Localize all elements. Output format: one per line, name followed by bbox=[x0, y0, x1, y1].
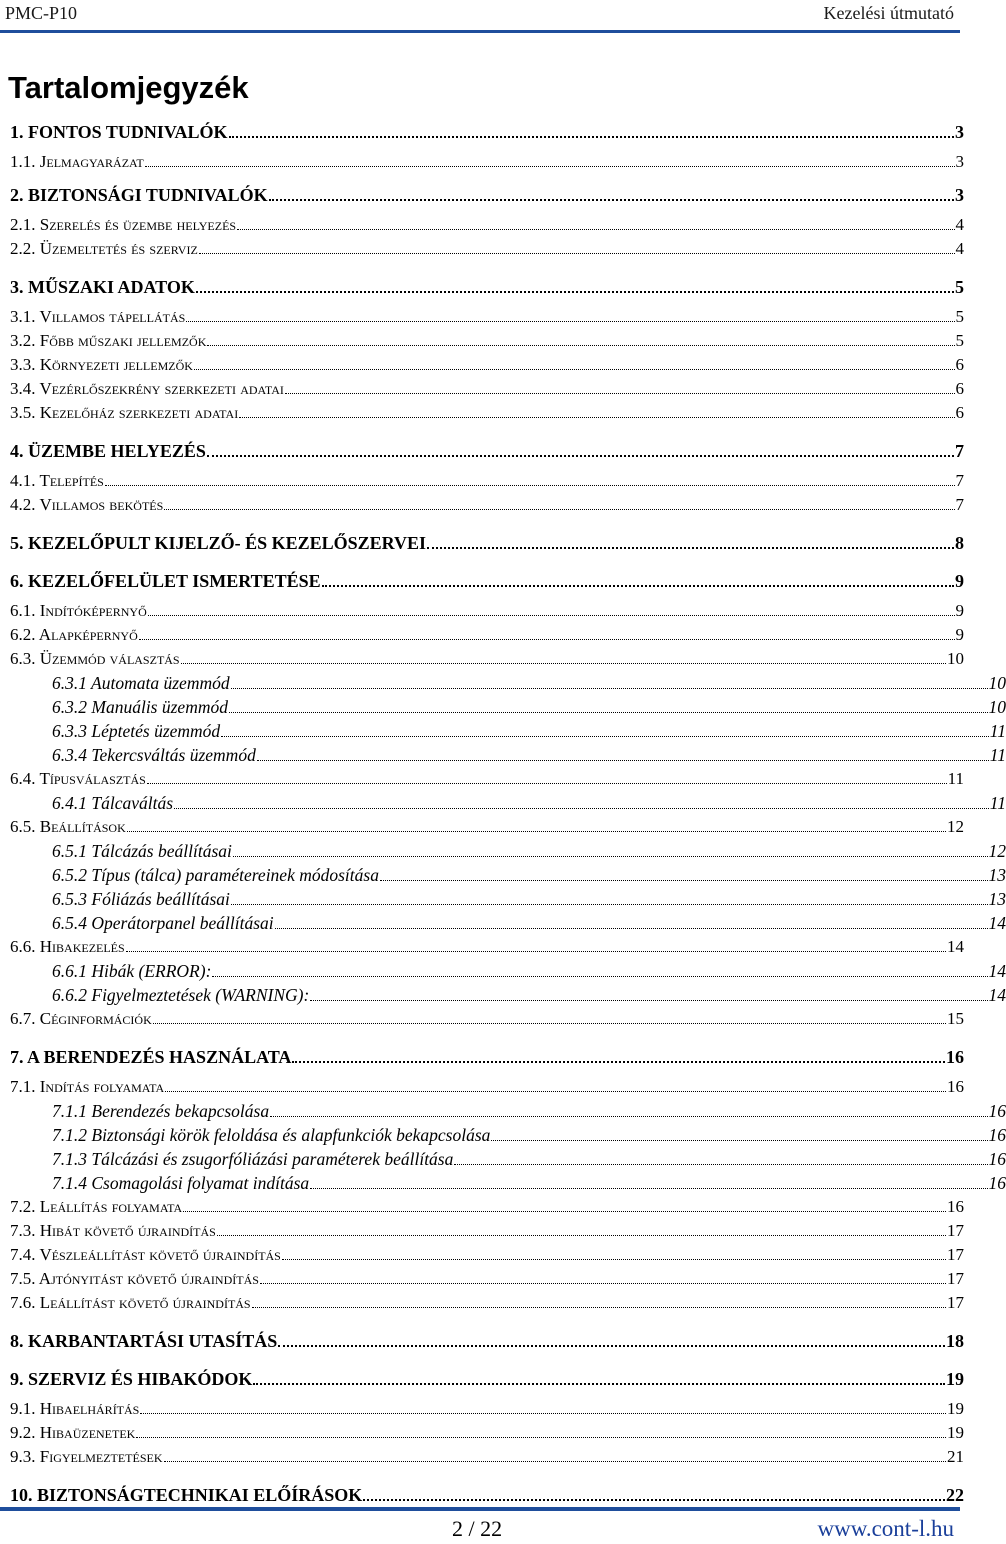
toc-entry[interactable] bbox=[0, 331, 964, 351]
toc-entry[interactable] bbox=[0, 793, 1006, 814]
toc-entry-label: 3.1. Villamos tápellátás bbox=[10, 307, 186, 326]
toc-entry-label: 8. KARBANTARTÁSI UTASÍTÁS bbox=[10, 1331, 278, 1351]
toc-dot-leader bbox=[139, 639, 955, 640]
toc-dot-leader bbox=[231, 688, 988, 689]
toc-dot-leader bbox=[257, 760, 989, 761]
toc-entry[interactable] bbox=[0, 122, 964, 143]
toc-entry[interactable] bbox=[0, 379, 964, 399]
toc-entry[interactable] bbox=[0, 152, 964, 172]
toc-entry-label: 6.4.1 Tálcaváltás bbox=[52, 793, 174, 813]
toc-entry-label: 7.1. Indítás folyamata bbox=[10, 1077, 165, 1096]
toc-entry-label: 3. MŰSZAKI ADATOK bbox=[10, 277, 195, 297]
toc-entry-label: 2. BIZTONSÁGI TUDNIVALÓK bbox=[10, 185, 268, 205]
toc-entry-label: 4.1. Telepítés bbox=[10, 471, 104, 490]
toc-entry-page: 15 bbox=[947, 1009, 964, 1028]
toc-dot-leader bbox=[164, 1461, 946, 1462]
toc-entry-label: 7.1.1 Berendezés bekapcsolása bbox=[52, 1101, 270, 1121]
toc-entry-label: 6.7. Céginformációk bbox=[10, 1009, 152, 1028]
toc-dot-leader bbox=[105, 485, 955, 486]
toc-entry-label: 6.5.4 Operátorpanel beállításai bbox=[52, 913, 274, 933]
toc-dot-leader bbox=[174, 808, 989, 809]
toc-entry[interactable] bbox=[0, 673, 1006, 694]
toc-entry-page: 7 bbox=[955, 471, 964, 490]
toc-entry-page: 6 bbox=[955, 355, 964, 374]
toc-entry-label: 9.2. Hibaüzenetek bbox=[10, 1423, 136, 1442]
toc-dot-leader bbox=[194, 369, 955, 370]
toc-dot-leader bbox=[153, 1023, 946, 1024]
toc-entry[interactable] bbox=[0, 961, 1006, 982]
toc-entry-page: 3 bbox=[955, 185, 964, 205]
toc-entry-page: 7 bbox=[955, 441, 964, 461]
toc-entry-label: 3.5. Kezelőház szerkezeti adatai bbox=[10, 403, 239, 422]
toc-entry-page: 9 bbox=[955, 601, 964, 620]
toc-entry-page: 12 bbox=[947, 817, 964, 836]
toc-entry[interactable] bbox=[0, 1369, 964, 1390]
toc-dot-leader bbox=[252, 1307, 946, 1308]
toc-entry[interactable] bbox=[0, 1245, 964, 1265]
toc-entry-page: 16 bbox=[988, 1149, 1006, 1169]
toc-dot-leader bbox=[380, 880, 988, 881]
toc-entry[interactable] bbox=[0, 745, 1006, 766]
toc-entry[interactable] bbox=[0, 721, 1006, 742]
toc-entry[interactable] bbox=[0, 277, 964, 298]
toc-entry-label: 4.2. Villamos bekötés bbox=[10, 495, 164, 514]
toc-entry-page: 18 bbox=[946, 1331, 964, 1351]
toc-entry[interactable] bbox=[0, 937, 964, 957]
toc-entry-page: 11 bbox=[989, 793, 1006, 813]
toc-entry-page: 12 bbox=[988, 841, 1006, 861]
toc-entry-page: 4 bbox=[955, 215, 964, 234]
toc-entry-label: 6.3. Üzemmód választás bbox=[10, 649, 180, 668]
toc-entry-label: 7.6. Leállítást követő újraindítás bbox=[10, 1293, 251, 1312]
toc-entry-page: 10 bbox=[988, 697, 1006, 717]
toc-dot-leader bbox=[136, 1437, 946, 1438]
toc-entry-page: 13 bbox=[988, 865, 1006, 885]
toc-dot-leader bbox=[183, 1211, 946, 1212]
toc-entry-page: 16 bbox=[988, 1101, 1006, 1121]
toc-dot-leader bbox=[233, 856, 988, 857]
toc-entry[interactable] bbox=[0, 1399, 964, 1419]
toc-entry-label: 6.6.2 Figyelmeztetések (WARNING): bbox=[52, 985, 310, 1005]
toc-entry[interactable] bbox=[0, 1125, 1006, 1146]
toc-dot-leader bbox=[454, 1164, 987, 1165]
toc-dot-leader bbox=[229, 136, 954, 138]
toc-entry-page: 10 bbox=[988, 673, 1006, 693]
toc-entry[interactable] bbox=[0, 215, 964, 235]
toc-entry[interactable] bbox=[0, 1047, 964, 1068]
toc-entry[interactable] bbox=[0, 441, 964, 462]
toc-entry[interactable] bbox=[0, 1173, 1006, 1194]
toc-dot-leader bbox=[140, 1413, 946, 1414]
toc-entry-label: 6.4. Típusválasztás bbox=[10, 769, 146, 788]
footer-divider bbox=[0, 1507, 960, 1511]
toc-entry[interactable] bbox=[0, 1149, 1006, 1170]
toc-entry[interactable] bbox=[0, 985, 1006, 1006]
toc-entry[interactable] bbox=[0, 1485, 964, 1506]
toc-dot-leader bbox=[196, 291, 954, 293]
toc-entry[interactable] bbox=[0, 1101, 1006, 1122]
toc-entry-label: 6.3.3 Léptetés üzemmód bbox=[52, 721, 221, 741]
toc-entry[interactable] bbox=[0, 1077, 964, 1097]
toc-entry-label: 6.3.4 Tekercsváltás üzemmód bbox=[52, 745, 256, 765]
toc-entry[interactable] bbox=[0, 601, 964, 621]
toc-entry-page: 16 bbox=[947, 1077, 964, 1096]
toc-entry-label: 6.6.1 Hibák (ERROR): bbox=[52, 961, 212, 981]
toc-entry-page: 17 bbox=[947, 1245, 964, 1264]
toc-dot-leader bbox=[427, 547, 954, 549]
toc-entry[interactable] bbox=[0, 1423, 964, 1443]
toc-entry[interactable] bbox=[0, 533, 964, 554]
toc-dot-leader bbox=[231, 904, 988, 905]
toc-entry-page: 5 bbox=[955, 277, 964, 297]
toc-entry-label: 10. BIZTONSÁGTECHNIKAI ELŐÍRÁSOK bbox=[10, 1485, 363, 1505]
header-document-title: Kezelési útmutató bbox=[823, 3, 954, 23]
toc-entry[interactable] bbox=[0, 1197, 964, 1217]
toc-entry-label: 6.5.3 Fóliázás beállításai bbox=[52, 889, 230, 909]
toc-dot-leader bbox=[229, 712, 988, 713]
toc-dot-leader bbox=[275, 928, 988, 929]
toc-entry-page: 4 bbox=[955, 239, 964, 258]
toc-entry-page: 17 bbox=[947, 1269, 964, 1288]
toc-entry[interactable] bbox=[0, 865, 1006, 886]
toc-entry[interactable] bbox=[0, 495, 964, 515]
toc-dot-leader bbox=[239, 417, 954, 418]
toc-dot-leader bbox=[147, 783, 947, 784]
toc-dot-leader bbox=[148, 615, 955, 616]
toc-dot-leader bbox=[253, 1383, 945, 1385]
toc-dot-leader bbox=[217, 1235, 946, 1236]
toc-entry-page: 19 bbox=[947, 1423, 964, 1442]
toc-dot-leader bbox=[322, 585, 954, 587]
toc-entry-label: 7.2. Leállítás folyamata bbox=[10, 1197, 183, 1216]
toc-entry-page: 3 bbox=[955, 152, 964, 171]
toc-entry-page: 14 bbox=[988, 961, 1006, 981]
header-product-name: PMC-P10 bbox=[5, 3, 78, 23]
toc-dot-leader bbox=[270, 1116, 987, 1117]
toc-entry[interactable] bbox=[0, 571, 964, 592]
toc-entry[interactable] bbox=[0, 1269, 964, 1289]
toc-entry-label: 6.5.2 Típus (tálca) paramétereinek módosítása bbox=[52, 865, 379, 885]
toc-entry[interactable] bbox=[0, 239, 964, 259]
toc-entry[interactable] bbox=[0, 697, 1006, 718]
toc-dot-leader bbox=[491, 1140, 987, 1141]
toc-entry-label: 5. KEZELŐPULT KIJELZŐ- ÉS KEZELŐSZERVEI bbox=[10, 533, 427, 553]
toc-entry[interactable] bbox=[0, 185, 964, 206]
toc-entry-label: 6. KEZELŐFELÜLET ISMERTETÉSE bbox=[10, 571, 321, 591]
toc-entry-label: 7.1.3 Tálcázási és zsugorfóliázási paraméterek beállítása bbox=[52, 1149, 454, 1169]
toc-dot-leader bbox=[145, 166, 955, 167]
toc-entry-label: 1.1. Jelmagyarázat bbox=[10, 152, 144, 171]
toc-dot-leader bbox=[292, 1061, 945, 1063]
toc-dot-leader bbox=[199, 253, 955, 254]
toc-dot-leader bbox=[237, 229, 954, 230]
toc-entry-page: 22 bbox=[946, 1485, 964, 1505]
toc-entry-label: 3.3. Környezeti jellemzők bbox=[10, 355, 193, 374]
toc-dot-leader bbox=[285, 393, 955, 394]
toc-entry-page: 5 bbox=[955, 307, 964, 326]
toc-entry-label: 7.1.2 Biztonsági körök feloldása és alapfunkciók bekapcsolása bbox=[52, 1125, 491, 1145]
toc-entry-page: 11 bbox=[989, 745, 1006, 765]
toc-dot-leader bbox=[207, 345, 954, 346]
toc-entry-page: 5 bbox=[955, 331, 964, 350]
toc-dot-leader bbox=[126, 951, 946, 952]
toc-entry-page: 16 bbox=[946, 1047, 964, 1067]
toc-entry-page: 13 bbox=[988, 889, 1006, 909]
toc-entry-label: 9.3. Figyelmeztetések bbox=[10, 1447, 163, 1466]
toc-entry-label: 6.3.2 Manuális üzemmód bbox=[52, 697, 228, 717]
toc-entry-page: 16 bbox=[947, 1197, 964, 1216]
toc-entry-page: 16 bbox=[988, 1173, 1006, 1193]
toc-entry-page: 14 bbox=[947, 937, 964, 956]
toc-entry[interactable] bbox=[0, 1331, 964, 1352]
toc-entry[interactable] bbox=[0, 913, 1006, 934]
toc-entry-page: 14 bbox=[988, 985, 1006, 1005]
toc-dot-leader bbox=[212, 976, 987, 977]
toc-entry-label: 6.5.1 Tálcázás beállításai bbox=[52, 841, 232, 861]
toc-entry[interactable] bbox=[0, 471, 964, 491]
toc-dot-leader bbox=[186, 321, 954, 322]
toc-entry[interactable] bbox=[0, 1009, 964, 1029]
toc-entry-label: 1. FONTOS TUDNIVALÓK bbox=[10, 122, 228, 142]
toc-entry-page: 17 bbox=[947, 1221, 964, 1240]
website-link[interactable]: www.cont-l.hu bbox=[817, 1516, 954, 1541]
toc-dot-leader bbox=[207, 455, 954, 457]
toc-entry-label: 3.4. Vezérlőszekrény szerkezeti adatai bbox=[10, 379, 284, 398]
page-number: 2 / 22 bbox=[452, 1516, 503, 1541]
toc-entry-label: 2.1. Szerelés és üzembe helyezés bbox=[10, 215, 237, 234]
toc-entry[interactable] bbox=[0, 817, 964, 837]
toc-entry-label: 7.1.4 Csomagolási folyamat indítása bbox=[52, 1173, 310, 1193]
toc-entry-page: 17 bbox=[947, 1293, 964, 1312]
toc-dot-leader bbox=[278, 1345, 945, 1347]
toc-entry[interactable] bbox=[0, 307, 964, 327]
toc-entry[interactable] bbox=[0, 841, 1006, 862]
toc-entry-label: 3.2. Főbb műszaki jellemzők bbox=[10, 331, 207, 350]
toc-entry-label: 7.3. Hibát követő újraindítás bbox=[10, 1221, 216, 1240]
toc-entry-page: 9 bbox=[955, 625, 964, 644]
toc-entry-label: 4. ÜZEMBE HELYEZÉS bbox=[10, 441, 206, 461]
toc-dot-leader bbox=[181, 663, 946, 664]
toc-dot-leader bbox=[310, 1000, 987, 1001]
toc-entry[interactable] bbox=[0, 1447, 964, 1467]
toc-entry-page: 9 bbox=[955, 571, 964, 591]
toc-dot-leader bbox=[260, 1283, 946, 1284]
toc-entry[interactable] bbox=[0, 403, 964, 423]
toc-entry-page: 16 bbox=[988, 1125, 1006, 1145]
toc-entry-page: 6 bbox=[955, 379, 964, 398]
toc-entry-page: 19 bbox=[946, 1369, 964, 1389]
toc-dot-leader bbox=[221, 736, 989, 737]
toc-entry-page: 6 bbox=[955, 403, 964, 422]
toc-dot-leader bbox=[165, 1091, 946, 1092]
toc-entry-page: 14 bbox=[988, 913, 1006, 933]
toc-dot-leader bbox=[127, 831, 946, 832]
toc-entry-page: 21 bbox=[947, 1447, 964, 1466]
toc-entry-page: 11 bbox=[989, 721, 1006, 741]
toc-dot-leader bbox=[310, 1188, 987, 1189]
toc-entry-page: 7 bbox=[955, 495, 964, 514]
toc-entry[interactable] bbox=[0, 889, 1006, 910]
toc-entry[interactable] bbox=[0, 769, 964, 789]
toc-entry-page: 8 bbox=[955, 533, 964, 553]
toc-entry-page: 3 bbox=[955, 122, 964, 142]
toc-entry-page: 10 bbox=[947, 649, 964, 668]
toc-entry-page: 11 bbox=[947, 769, 964, 788]
toc-entry-label: 6.1. Indítóképernyő bbox=[10, 601, 147, 620]
toc-dot-leader bbox=[363, 1499, 945, 1501]
toc-entry[interactable] bbox=[0, 355, 964, 375]
toc-entry-label: 9. SZERVIZ ÉS HIBAKÓDOK bbox=[10, 1369, 253, 1389]
toc-entry-label: 6.6. Hibakezelés bbox=[10, 937, 125, 956]
toc-entry-label: 6.3.1 Automata üzemmód bbox=[52, 673, 230, 693]
toc-entry-page: 19 bbox=[947, 1399, 964, 1418]
toc-entry[interactable] bbox=[0, 649, 964, 669]
toc-entry-label: 7. A BERENDEZÉS HASZNÁLATA bbox=[10, 1047, 292, 1067]
toc-dot-leader bbox=[269, 199, 954, 201]
page-title: Tartalomjegyzék bbox=[8, 70, 249, 105]
toc-entry-label: 7.4. Vészleállítást követő újraindítás bbox=[10, 1245, 281, 1264]
toc-dot-leader bbox=[282, 1259, 946, 1260]
toc-entry[interactable] bbox=[0, 1221, 964, 1241]
toc-entry-label: 6.5. Beállítások bbox=[10, 817, 126, 836]
toc-dot-leader bbox=[164, 509, 954, 510]
toc-entry-label: 2.2. Üzemeltetés és szerviz bbox=[10, 239, 198, 258]
toc-entry[interactable] bbox=[0, 625, 964, 645]
toc-entry-label: 9.1. Hibaelhárítás bbox=[10, 1399, 140, 1418]
toc-entry-label: 6.2. Alapképernyő bbox=[10, 625, 138, 644]
toc-entry[interactable] bbox=[0, 1293, 964, 1313]
toc-entry-label: 7.5. Ajtónyitást követő újraindítás bbox=[10, 1269, 259, 1288]
